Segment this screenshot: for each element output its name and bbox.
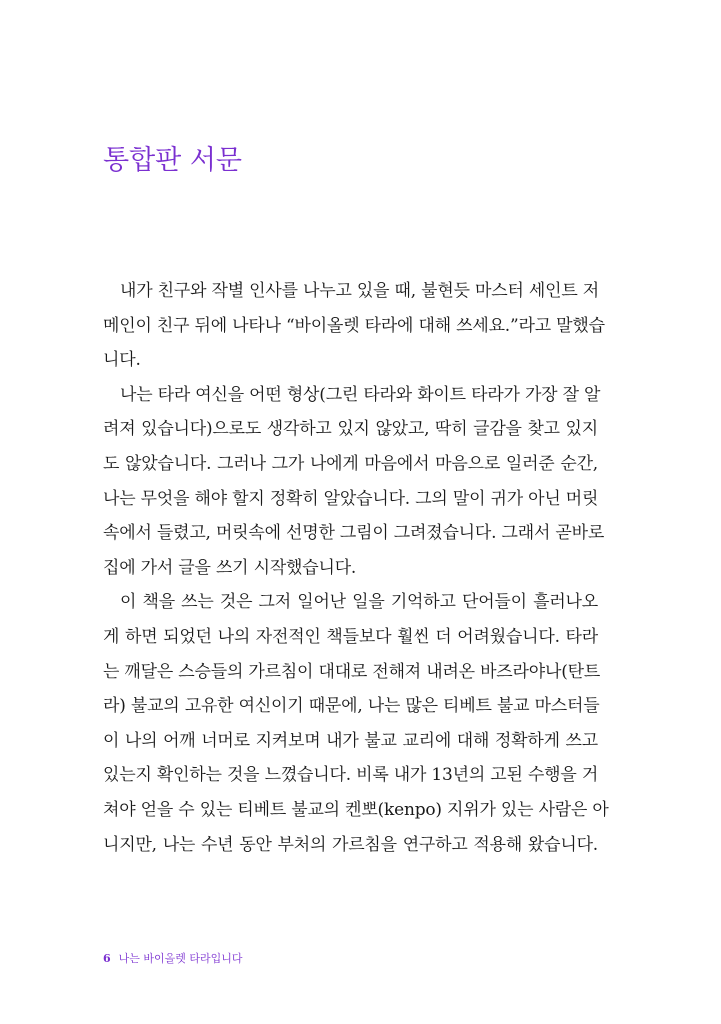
paragraph-line	[103, 620, 598, 655]
paragraph-line	[103, 689, 598, 724]
paragraph-line	[103, 447, 598, 482]
paragraph-line	[103, 274, 598, 309]
paragraph-line	[103, 343, 598, 378]
line-text: 나는 무엇을 해야 할지 정확히 알았습니다. 그의 말이 귀가 아닌 머릿	[103, 488, 599, 509]
paragraph-line	[103, 516, 605, 551]
line-text: 이 나의 어깨 너머로 지켜보며 내가 불교 교리에 대해 정확하게 쓰고	[103, 730, 598, 751]
paragraph-line	[103, 482, 598, 517]
paragraph-line	[103, 309, 605, 344]
line-text: 는 깨달은 스승들의 가르침이 대대로 전해져 내려온 바즈라야나(탄트	[103, 661, 601, 682]
line-text: 나는 타라 여신을 어떤 형상(그린 타라와 화이트 타라가 가장 잘 알	[120, 384, 601, 405]
body-text	[103, 274, 609, 862]
line-text: 니다.	[103, 350, 141, 371]
paragraph-line	[103, 793, 609, 828]
paragraph-line	[103, 378, 601, 413]
line-text: 집에 가서 글을 쓰기 시작했습니다.	[103, 557, 357, 578]
paragraph-line	[103, 655, 601, 690]
line-text: 있는지 확인하는 것을 느꼈습니다. 비록 내가 13년의 고된 수행을 거	[103, 765, 599, 786]
page-number: 6	[103, 952, 111, 965]
line-text: 려져 있습니다)으로도 생각하고 있지 않았고, 딱히 글감을 찾고 있지	[103, 419, 598, 440]
line-text: 속에서 들렸고, 머릿속에 선명한 그림이 그려졌습니다. 그래서 곧바로	[103, 523, 605, 544]
page-footer	[103, 950, 243, 966]
paragraph-line	[103, 758, 598, 793]
line-text: 내가 친구와 작별 인사를 나누고 있을 때, 불현듯 마스터 세인트 저	[120, 281, 600, 301]
line-text: 도 않았습니다. 그러나 그가 나에게 마음에서 마음으로 일러준 순간,	[103, 453, 598, 474]
line-text: 쳐야 얻을 수 있는 티베트 불교의 켄뽀(kenpo) 지위가 있는 사람은 아	[103, 799, 609, 820]
line-text: 게 하면 되었던 나의 자전적인 책들보다 훨씬 더 어려웠습니다. 타라	[103, 626, 598, 647]
running-title: 나는 바이올렛 타라입니다	[118, 952, 243, 965]
paragraph-line	[103, 412, 598, 447]
paragraph-line	[103, 724, 598, 759]
chapter-title: 통합판 서문	[103, 145, 242, 176]
line-text: 이 책을 쓰는 것은 그저 일어난 일을 기억하고 단어들이 흘러나오	[120, 592, 598, 613]
line-text: 메인이 친구 뒤에 나타나 “바이올렛 타라에 대해 쓰세요.”라고 말했습	[103, 315, 605, 336]
line-text: 니지만, 나는 수년 동안 부처의 가르침을 연구하고 적용해 왔습니다.	[103, 834, 598, 855]
paragraph-line	[103, 551, 598, 586]
paragraph-line	[103, 585, 598, 620]
line-text: 라) 불교의 고유한 여신이기 때문에, 나는 많은 티베트 불교 마스터들	[103, 696, 600, 717]
paragraph-line	[103, 828, 598, 863]
